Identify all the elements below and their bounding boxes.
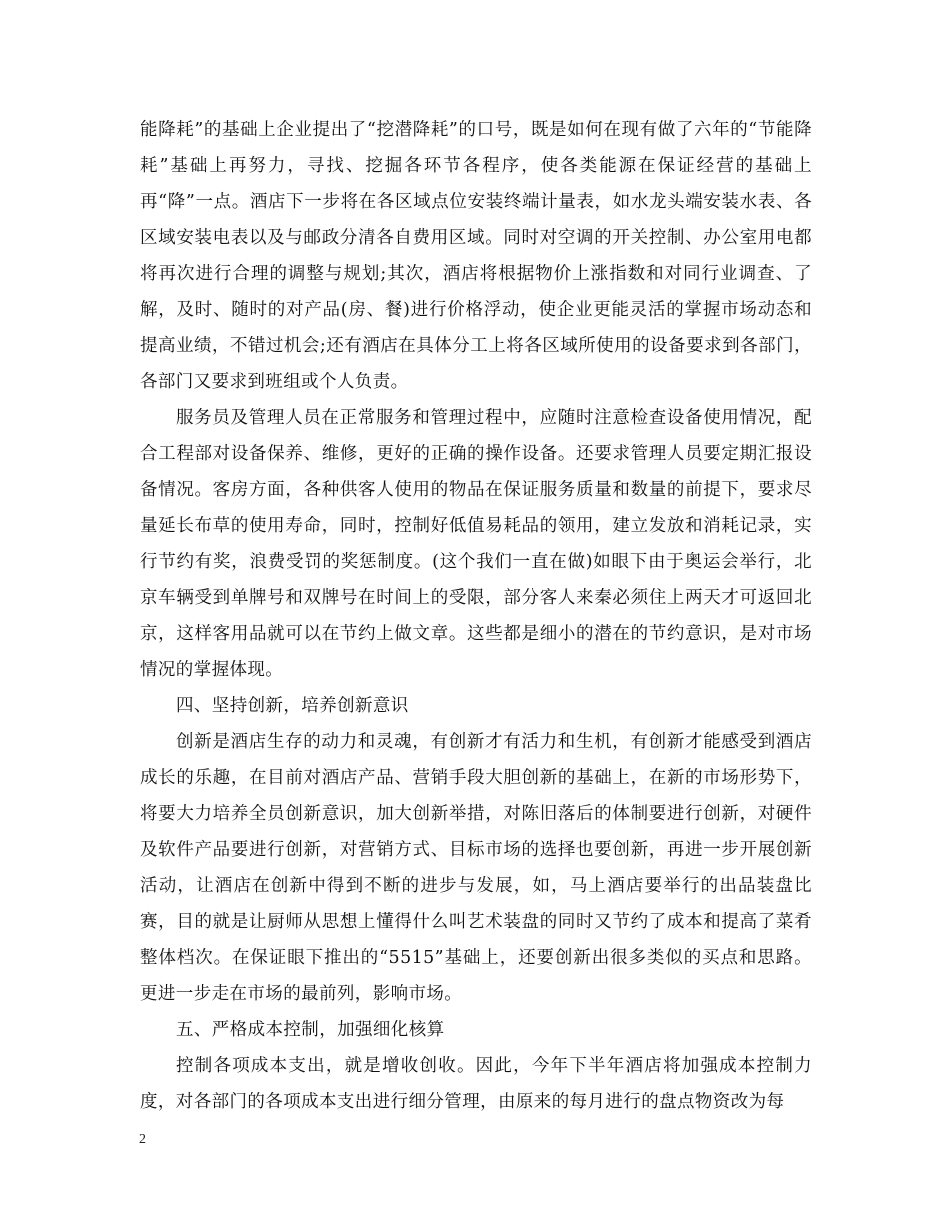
page-number: 2	[139, 1132, 146, 1147]
document-body	[140, 112, 812, 1120]
paragraph-staff-equipment: 服务员及管理人员在正常服务和管理过程中，应随时注意检查设备使用情况，配合工程部对设备保养、维修，更好的正确的操作设备。还要求管理人员要定期汇报设备情况。客房方面，各种供客人使用的物品在保证服务质量和数量的前提下，要求尽量延长布草的使用寿命，同时，控制好低值易耗品的领用，建立发放和消耗记录，实行节约有奖，浪费受罚的奖惩制度。(这个我们一直在做)如眼下由于奥运会举行，北京车辆受到单牌号和双牌号在时间上的受限，部分客人来秦必须住上两天才可返回北京，这样客用品就可以在节约上做文章。这些都是细小的潜在的节约意识，是对市场情况的掌握体现。	[140, 408, 812, 680]
paragraph-innovation: 创新是酒店生存的动力和灵魂，有创新才有活力和生机，有创新才能感受到酒店成长的乐趣，在目前对酒店产品、营销手段大胆创新的基础上，在新的市场形势下，将要大力培养全员创新意识，加大创新举措，对陈旧落后的体制要进行创新，对硬件及软件产品要进行创新，对营销方式、目标市场的选择也要创新，再进一步开展创新活动，让酒店在创新中得到不断的进步与发展，如，马上酒店要举行的出品装盘比赛，目的就是让厨师从思想上懂得什么叫艺术装盘的同时又节约了成本和提高了菜肴整体档次。在保证眼下推出的“5515”基础上，还要创新出很多类似的买点和思路。更进一步走在市场的最前列，影响市场。	[140, 732, 812, 1004]
section-heading-cost-control: 五、严格成本控制，加强细化核算	[176, 1020, 445, 1040]
paragraph-cost-control: 控制各项成本支出，就是增收创收。因此，今年下半年酒店将加强成本控制力度，对各部门的各项成本支出进行细分管理，由原来的每月进行的盘点物资改为每	[140, 1056, 812, 1112]
paragraph-energy-saving: 能降耗”的基础上企业提出了“挖潜降耗”的口号，既是如何在现有做了六年的“节能降耗”基础上再努力，寻找、挖掘各环节各程序，使各类能源在保证经营的基础上再“降”一点。酒店下一步将在各区域点位安装终端计量表，如水龙头端安装水表、各区域安装电表以及与邮政分清各自费用区域。同时对空调的开关控制、办公室用电都将再次进行合理的调整与规划;其次，酒店将根据物价上涨指数和对同行业调查、了解，及时、随时的对产品(房、餐)进行价格浮动，使企业更能灵活的掌握市场动态和提高业绩，不错过机会;还有酒店在具体分工上将各区域所使用的设备要求到各部门，各部门又要求到班组或个人负责。	[140, 120, 812, 392]
section-heading-innovation: 四、坚持创新，培养创新意识	[176, 696, 409, 716]
